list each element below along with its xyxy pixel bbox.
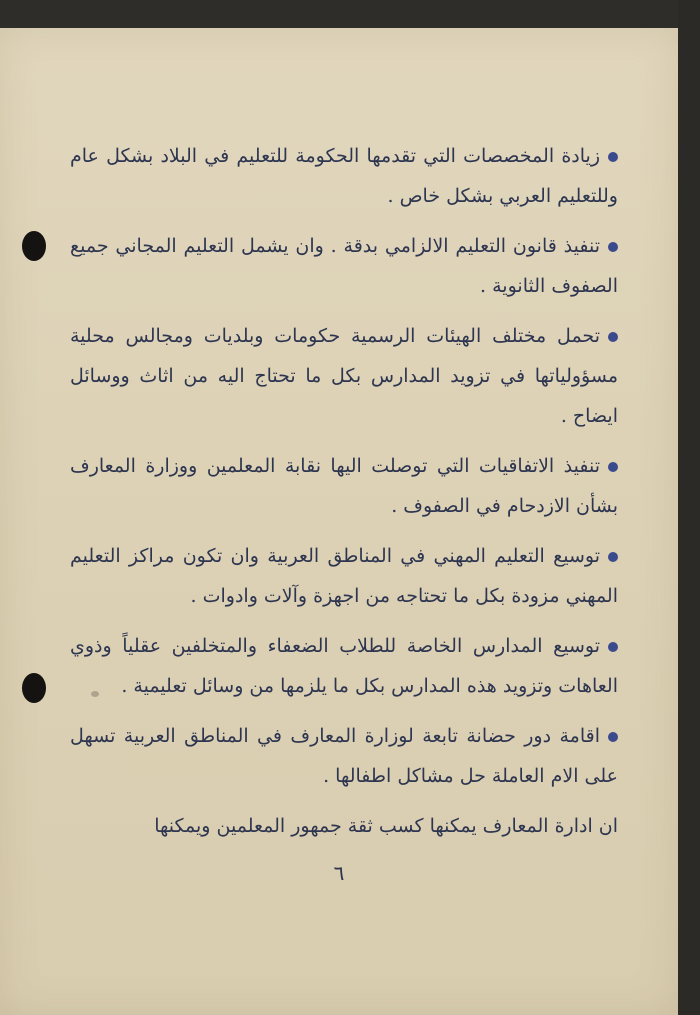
body-text xyxy=(70,136,618,865)
list-item-text: توسيع المدارس الخاصة للطلاب الضعفاء والمتخلفين عقلياً وذوي العاهات وتزويد هذه المدارس بكل ما يلزمها من وسائل تعليمية . xyxy=(70,635,618,697)
list-item xyxy=(70,316,618,436)
list-item-text: اقامة دور حضانة تابعة لوزارة المعارف في المناطق العربية تسهل على الام العاملة حل مشاكل اطفالها . xyxy=(70,725,618,787)
punch-hole xyxy=(22,673,46,703)
bullet-icon xyxy=(608,642,618,652)
list-item xyxy=(70,446,618,526)
bullet-icon xyxy=(608,242,618,252)
list-item-text: توسيع التعليم المهني في المناطق العربية وان تكون مراكز التعليم المهني مزودة بكل ما تحتاجه من اجهزة وآلات وادوات . xyxy=(70,545,618,607)
list-item-text: تحمل مختلف الهيئات الرسمية حكومات وبلديات ومجالس محلية مسؤولياتها في تزويد المدارس بكل ما تحتاج اليه من اثاث ووسائل ايضاح . xyxy=(70,325,618,427)
list-item-text: زيادة المخصصات التي تقدمها الحكومة للتعليم في البلاد بشكل عام وللتعليم العربي بشكل خاص . xyxy=(70,145,618,207)
page-number: ٦ xyxy=(333,861,345,885)
bullet-icon xyxy=(608,552,618,562)
scan-top-border xyxy=(0,0,700,28)
closing-paragraph: ان ادارة المعارف يمكنها كسب ثقة جمهور المعلمين ويمكنها xyxy=(154,815,618,837)
scan-right-border xyxy=(678,0,700,1015)
bullet-icon xyxy=(608,332,618,342)
bullet-icon xyxy=(608,732,618,742)
list-item xyxy=(70,716,618,796)
list-item xyxy=(70,536,618,616)
list-item xyxy=(70,136,618,216)
list-item xyxy=(70,626,618,706)
bullet-icon xyxy=(608,462,618,472)
document-page xyxy=(0,28,678,1015)
list-item-text: تنفيذ قانون التعليم الالزامي بدقة . وان يشمل التعليم المجاني جميع الصفوف الثانوية . xyxy=(70,235,618,297)
bullet-icon xyxy=(608,152,618,162)
list-item-text: تنفيذ الاتفاقيات التي توصلت اليها نقابة المعلمين ووزارة المعارف بشأن الازدحام في الصفوف . xyxy=(70,455,618,517)
punch-hole xyxy=(22,231,46,261)
list-item xyxy=(70,226,618,306)
